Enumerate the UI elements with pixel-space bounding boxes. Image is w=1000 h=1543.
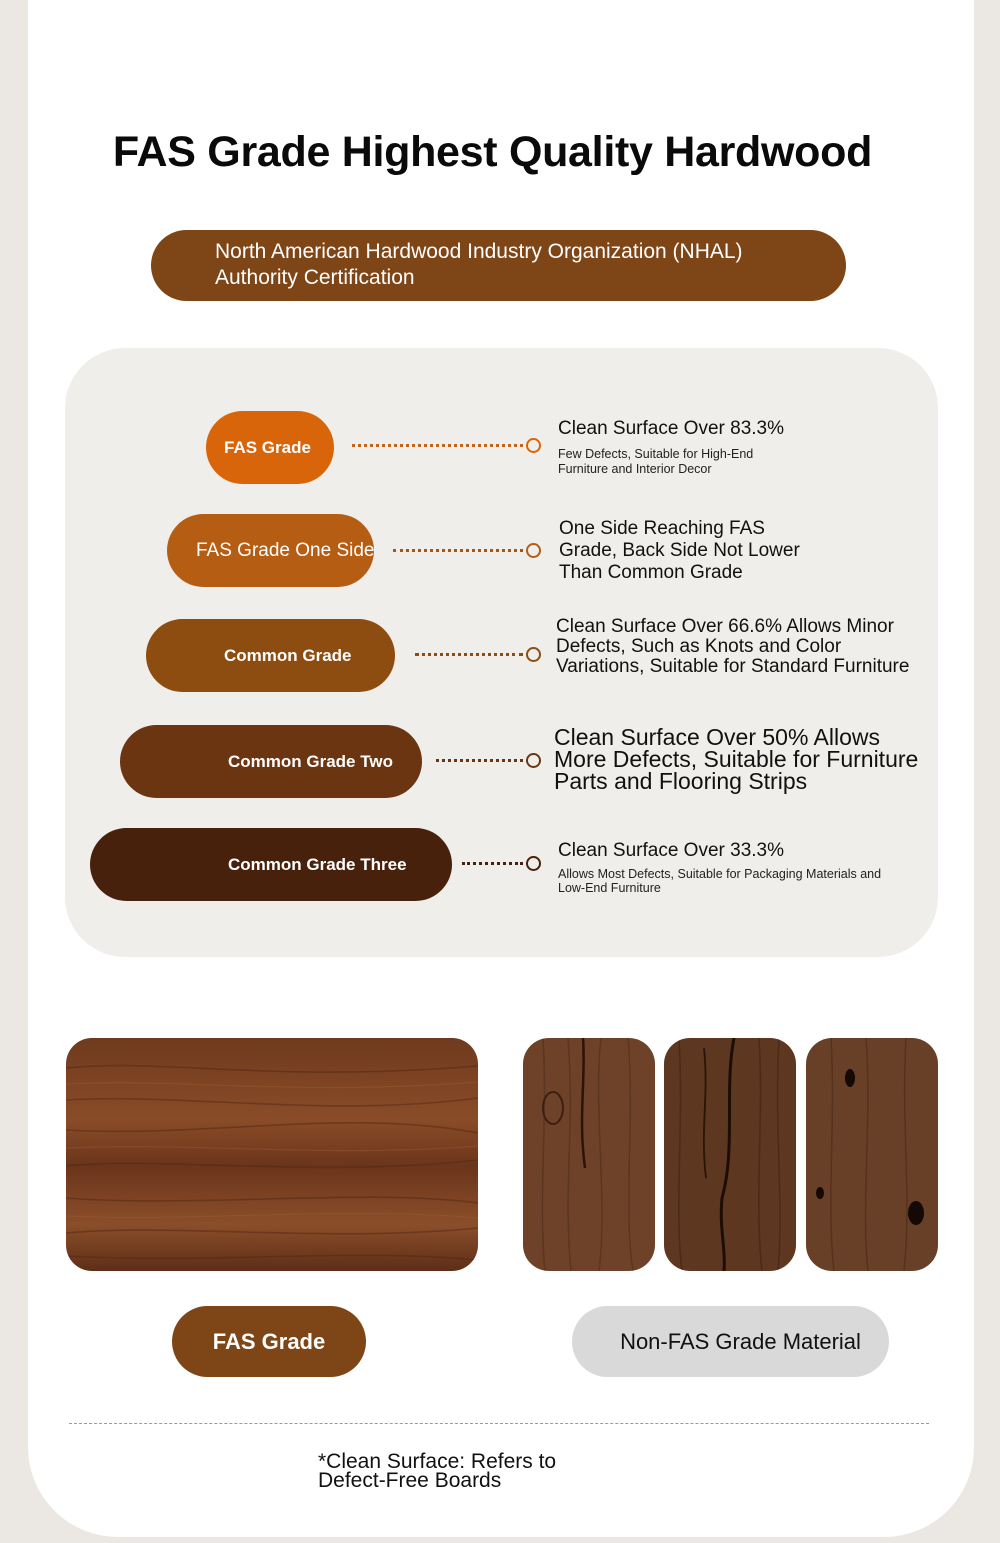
- grade-description-common-three: [558, 840, 918, 895]
- connector-dots: [352, 444, 523, 447]
- grade-detail: Allows Most Defects, Suitable for Packaging Materials and Low-End Furniture: [558, 867, 882, 895]
- certification-line-2: Authority Certification: [215, 266, 415, 289]
- connector-dots: [462, 862, 523, 865]
- grade-pill-label: FAS Grade: [224, 437, 311, 457]
- grade-pill-common-two: [120, 725, 422, 798]
- non-fas-grade-label: Non-FAS Grade Material: [572, 1306, 889, 1377]
- grade-heading: Clean Surface Over 50% Allows More Defects, Suitable for Furniture Parts and Flooring Strips: [554, 724, 919, 794]
- grade-pill-label: Common Grade: [224, 645, 352, 665]
- connector-dots: [436, 759, 523, 762]
- dashed-divider: [69, 1423, 929, 1424]
- grade-description-common: [556, 617, 926, 677]
- grade-detail: Few Defects, Suitable for High-End Furniture and Interior Decor: [558, 447, 754, 476]
- certification-banner: [151, 230, 846, 301]
- grade-pill-label: Common Grade Three: [228, 854, 407, 874]
- grade-pill-common: [146, 619, 395, 692]
- connector-ring-icon: [526, 856, 541, 871]
- grade-pill-label: Common Grade Two: [228, 751, 393, 771]
- grade-pill-fas-one-side: [167, 514, 374, 587]
- footnote: *Clean Surface: Refers to Defect-Free Boards: [318, 1450, 557, 1492]
- fas-grade-label: FAS Grade: [172, 1306, 366, 1377]
- fas-wood-photo: [66, 1038, 478, 1271]
- grade-heading: Clean Surface Over 33.3%: [558, 840, 785, 861]
- grade-heading: Clean Surface Over 66.6% Allows Minor Defects, Such as Knots and Color Variations, Suitable for Standard Furniture: [556, 616, 910, 677]
- grade-description-common-two: [554, 726, 936, 792]
- connector-dots: [415, 653, 523, 656]
- non-fas-wood-photo-2: [664, 1038, 796, 1271]
- grade-pill-common-three: [90, 828, 452, 901]
- grade-heading: One Side Reaching FAS Grade, Back Side Not Lower Than Common Grade: [559, 518, 800, 583]
- non-fas-wood-photo-1: [523, 1038, 655, 1271]
- non-fas-wood-photo-3: [806, 1038, 938, 1271]
- grade-description-fas: [558, 418, 818, 477]
- grade-heading: Clean Surface Over 83.3%: [558, 418, 785, 439]
- connector-dots: [393, 549, 523, 552]
- connector-ring-icon: [526, 438, 541, 453]
- page-title: FAS Grade Highest Quality Hardwood: [112, 128, 873, 176]
- grade-pill-fas: [206, 411, 334, 484]
- grade-pill-label: FAS Grade One Side: [196, 539, 375, 561]
- connector-ring-icon: [526, 543, 541, 558]
- connector-ring-icon: [526, 753, 541, 768]
- connector-ring-icon: [526, 647, 541, 662]
- grade-description-fas-one-side: [559, 518, 824, 584]
- certification-line-1: North American Hardwood Industry Organization (NHAL): [215, 240, 743, 263]
